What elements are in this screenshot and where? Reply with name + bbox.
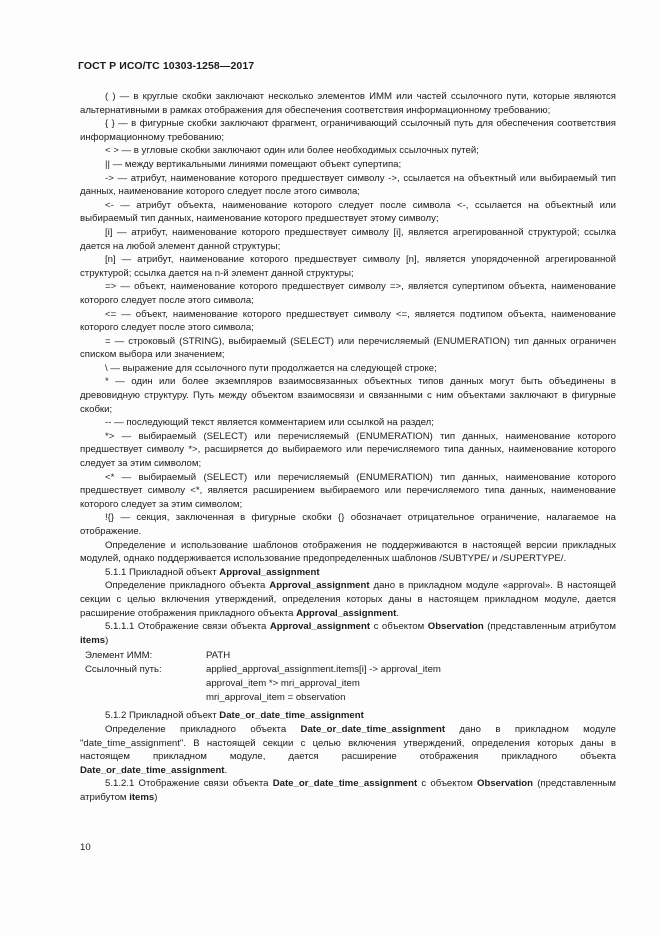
- mapping-value: applied_approval_assignment.items[i] -> approval_item: [206, 664, 441, 676]
- document-header: ГОСТ Р ИСО/ТС 10303-1258—2017: [78, 60, 255, 72]
- table-row: [85, 663, 441, 677]
- notation-item: <- — атрибут объекта, наименование которого следует после символа <-, ссылается на объектный или выбираемый тип данных, наименование которого предшествует этому символу;: [80, 199, 616, 225]
- page-number: 10: [80, 842, 91, 853]
- notation-item: <= — объект, наименование которого предшествует символу <=, является подтипом объекта, наименование которого следует после этого символа;: [80, 308, 616, 334]
- notation-item: -> — атрибут, наименование которого предшествует символу ->, ссылается на объектный или выбираемый тип данных, наименование которого следует после этого символа;: [80, 172, 616, 198]
- notation-item: => — объект, наименование которого предшествует символу =>, является супертипом объекта, наименование которого следует после этого символа;: [80, 281, 616, 306]
- mapping-value: mri_approval_item = observation: [206, 692, 346, 704]
- table-row: [85, 691, 441, 705]
- notation-item: || — между вертикальными линиями помещают объект супертипа;: [105, 158, 402, 170]
- mapping-key: Элемент ИММ:: [85, 650, 153, 662]
- section-definition-5-1-2: Определение прикладного объекта Date_or_date_time_assignment дано в прикладном модуле "date_time_assignment". В настоящей секции с целью включения утверждений, определения которых даны в настоящем прикладном модуле, дается расширение отображения прикладного объекта Date_or_date_time_assignment.: [80, 723, 616, 776]
- notation-item: { } — в фигурные скобки заключают фрагмент, ограничивающий ссылочный путь для обеспечения соответствия информационному требованию;: [80, 118, 616, 143]
- mapping-key: [85, 677, 206, 691]
- notation-item: -- — последующий текст является комментарием или ссылкой на раздел;: [105, 417, 434, 429]
- mapping-value: approval_item *> mri_approval_item: [206, 678, 360, 690]
- table-row: [85, 649, 441, 663]
- mapping-value: PATH: [206, 650, 231, 662]
- mapping-key: [85, 691, 206, 705]
- notation-item: *> — выбираемый (SELECT) или перечисляемый (ENUMERATION) тип данных, наименование которого предшествует символу *>, расширяется до выбираемого или перечисляемого типа данных, наименование которого следует за этим символом;: [80, 430, 616, 470]
- subsection-heading-5-1-1-1: 5.1.1.1 Отображение связи объекта Approval_assignment с объектом Observation (представленным атрибутом items): [80, 621, 616, 646]
- notation-item: [n] — атрибут, наименование которого предшествует символу [n], является упорядоченной агрегированной структурой; ссылка дается на n-й элемент данной структуры;: [80, 254, 616, 279]
- document-body: [80, 90, 616, 805]
- notation-item: !{} — секция, заключенная в фигурные скобки {} обозначает отрицательное ограничение, налагаемое на отображение.: [80, 512, 616, 537]
- notation-item: * — один или более экземпляров взаимосвязанных объектных типов данных могут быть объединены в древовидную структуру. Путь между объектом взаимосвязи и связанными с ним объектами заключают в фигурные скобки;: [80, 376, 616, 415]
- notation-item: = — строковый (STRING), выбираемый (SELECT) или перечисляемый (ENUMERATION) тип данных ограничен списком выбора или значением;: [80, 335, 616, 361]
- section-heading-5-1-1: 5.1.1 Прикладной объект Approval_assignment: [105, 566, 320, 578]
- section-heading-5-1-2: 5.1.2 Прикладной объект Date_or_date_time_assignment: [105, 710, 364, 722]
- subsection-heading-5-1-2-1: 5.1.2.1 Отображение связи объекта Date_or_date_time_assignment с объектом Observation (представленным атрибутом items): [80, 778, 616, 803]
- mapping-table: [85, 649, 441, 705]
- notation-item: \ — выражение для ссылочного пути продолжается на следующей строке;: [105, 362, 437, 374]
- notation-item: <* — выбираемый (SELECT) или перечисляемый (ENUMERATION) тип данных, наименование которого предшествует символу <*, является расширением выбираемого или перечисляемого типа данных, наименование которого следует за этим символом;: [80, 471, 616, 510]
- notation-item: [i] — атрибут, наименование которого предшествует символу [i], является агрегированной структурой; ссылка дается на любой элемент данной структуры;: [80, 226, 616, 252]
- notation-item: < > — в угловые скобки заключают один или более необходимых ссылочных путей;: [105, 145, 479, 157]
- template-note-paragraph: Определение и использование шаблонов отображения не поддерживаются в настоящей версии прикладных модулей, однако поддерживается использование предопределенных шаблонов /SUBTYPE/ и /SUPERTYPE/.: [80, 539, 616, 565]
- table-row: [85, 677, 441, 691]
- mapping-key: Ссылочный путь:: [85, 664, 162, 676]
- notation-item: ( ) — в круглые скобки заключают несколько элементов ИММ или частей ссылочного пути, которые являются альтернативными в рамках отображения для обеспечения соответствия информационному требованию;: [80, 91, 616, 116]
- section-definition-5-1-1: Определение прикладного объекта Approval_assignment дано в прикладном модуле «approval». В настоящей секции с целью включения утверждений, определения которых даны в настоящем прикладном модуле, дается расширение отображения прикладного объекта Approval_assignment.: [80, 580, 616, 619]
